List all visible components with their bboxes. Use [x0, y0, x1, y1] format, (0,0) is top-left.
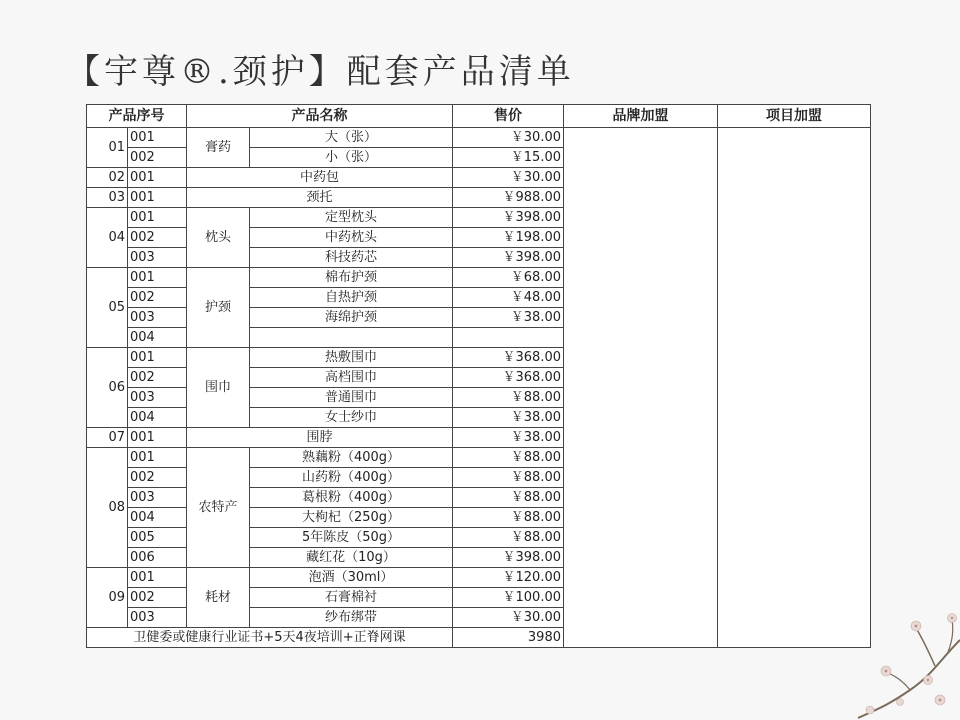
product-name: 棉布护颈: [250, 268, 453, 288]
product-name: 葛根粉（400g）: [250, 488, 453, 508]
header-serial: 产品序号: [87, 105, 187, 128]
product-price: ￥120.00: [453, 568, 564, 588]
category-cell: 围巾: [187, 348, 250, 428]
product-name: 颈托: [187, 188, 453, 208]
product-price: ￥88.00: [453, 388, 564, 408]
product-name: 山药粉（400g）: [250, 468, 453, 488]
product-name: 藏红花（10g）: [250, 548, 453, 568]
category-cell: 农特产: [187, 448, 250, 568]
project-join-cell: [718, 128, 871, 648]
header-brand-join: 品牌加盟: [564, 105, 718, 128]
product-name: 泡酒（30ml）: [250, 568, 453, 588]
product-name: 大枸杞（250g）: [250, 508, 453, 528]
sub-number: 002: [128, 588, 187, 608]
product-price: ￥88.00: [453, 488, 564, 508]
sub-number: 001: [128, 188, 187, 208]
product-name: 高档围巾: [250, 368, 453, 388]
header-price: 售价: [453, 105, 564, 128]
product-price: [453, 328, 564, 348]
sub-number: 003: [128, 248, 187, 268]
product-name: 普通围巾: [250, 388, 453, 408]
category-cell: 护颈: [187, 268, 250, 348]
product-price: ￥100.00: [453, 588, 564, 608]
sub-number: 003: [128, 388, 187, 408]
sub-number: 001: [128, 208, 187, 228]
product-price: ￥48.00: [453, 288, 564, 308]
product-price: ￥68.00: [453, 268, 564, 288]
product-name: 热敷围巾: [250, 348, 453, 368]
table-row: [87, 128, 871, 148]
group-number: 03: [87, 188, 128, 208]
product-price: ￥30.00: [453, 608, 564, 628]
product-price: ￥398.00: [453, 548, 564, 568]
sub-number: 001: [128, 448, 187, 468]
sub-number: 003: [128, 308, 187, 328]
product-price: ￥398.00: [453, 208, 564, 228]
product-price: ￥38.00: [453, 408, 564, 428]
product-name: 大（张）: [250, 128, 453, 148]
product-name: 自热护颈: [250, 288, 453, 308]
sub-number: 004: [128, 328, 187, 348]
product-name: 5年陈皮（50g）: [250, 528, 453, 548]
sub-number: 002: [128, 288, 187, 308]
group-number: 05: [87, 268, 128, 348]
product-name: 熟藕粉（400g）: [250, 448, 453, 468]
product-name: 中药包: [187, 168, 453, 188]
category-cell: 膏药: [187, 128, 250, 168]
page-title: 【宇尊®.颈护】配套产品清单: [66, 52, 575, 92]
training-package: 卫健委或健康行业证书+5天4夜培训+正脊网课: [87, 628, 453, 648]
sub-number: 004: [128, 408, 187, 428]
group-number: 01: [87, 128, 128, 168]
group-number: 09: [87, 568, 128, 628]
product-name: [250, 328, 453, 348]
sub-number: 001: [128, 568, 187, 588]
product-price: ￥988.00: [453, 188, 564, 208]
sub-number: 001: [128, 348, 187, 368]
product-price: ￥38.00: [453, 428, 564, 448]
product-name: 小（张）: [250, 148, 453, 168]
sub-number: 002: [128, 228, 187, 248]
product-price: ￥88.00: [453, 468, 564, 488]
product-name: 石膏棉衬: [250, 588, 453, 608]
product-price: ￥198.00: [453, 228, 564, 248]
training-price: 3980: [453, 628, 564, 648]
product-price: ￥398.00: [453, 248, 564, 268]
product-price: ￥368.00: [453, 348, 564, 368]
product-price: ￥88.00: [453, 448, 564, 468]
product-name: 女士纱巾: [250, 408, 453, 428]
sub-number: 003: [128, 608, 187, 628]
product-price: ￥368.00: [453, 368, 564, 388]
sub-number: 002: [128, 468, 187, 488]
sub-number: 002: [128, 368, 187, 388]
header-project-join: 项目加盟: [718, 105, 871, 128]
sub-number: 001: [128, 128, 187, 148]
sub-number: 003: [128, 488, 187, 508]
sub-number: 005: [128, 528, 187, 548]
product-name: 定型枕头: [250, 208, 453, 228]
header-name: 产品名称: [187, 105, 453, 128]
group-number: 02: [87, 168, 128, 188]
group-number: 07: [87, 428, 128, 448]
group-number: 06: [87, 348, 128, 428]
sub-number: 001: [128, 168, 187, 188]
sub-number: 006: [128, 548, 187, 568]
sub-number: 002: [128, 148, 187, 168]
product-name: 纱布绑带: [250, 608, 453, 628]
product-table: [86, 104, 871, 648]
product-price: ￥15.00: [453, 148, 564, 168]
product-price: ￥88.00: [453, 508, 564, 528]
category-cell: 枕头: [187, 208, 250, 268]
product-price: ￥30.00: [453, 128, 564, 148]
product-price: ￥88.00: [453, 528, 564, 548]
sub-number: 001: [128, 428, 187, 448]
product-price: ￥30.00: [453, 168, 564, 188]
sub-number: 004: [128, 508, 187, 528]
product-price: ￥38.00: [453, 308, 564, 328]
group-number: 04: [87, 208, 128, 268]
category-cell: 耗材: [187, 568, 250, 628]
product-name: 中药枕头: [250, 228, 453, 248]
brand-join-cell: [564, 128, 718, 648]
product-name: 围脖: [187, 428, 453, 448]
group-number: 08: [87, 448, 128, 568]
product-name: 科技药芯: [250, 248, 453, 268]
product-name: 海绵护颈: [250, 308, 453, 328]
sub-number: 001: [128, 268, 187, 288]
plum-blossom-branch-icon: [840, 580, 960, 720]
header-row: [87, 105, 871, 128]
